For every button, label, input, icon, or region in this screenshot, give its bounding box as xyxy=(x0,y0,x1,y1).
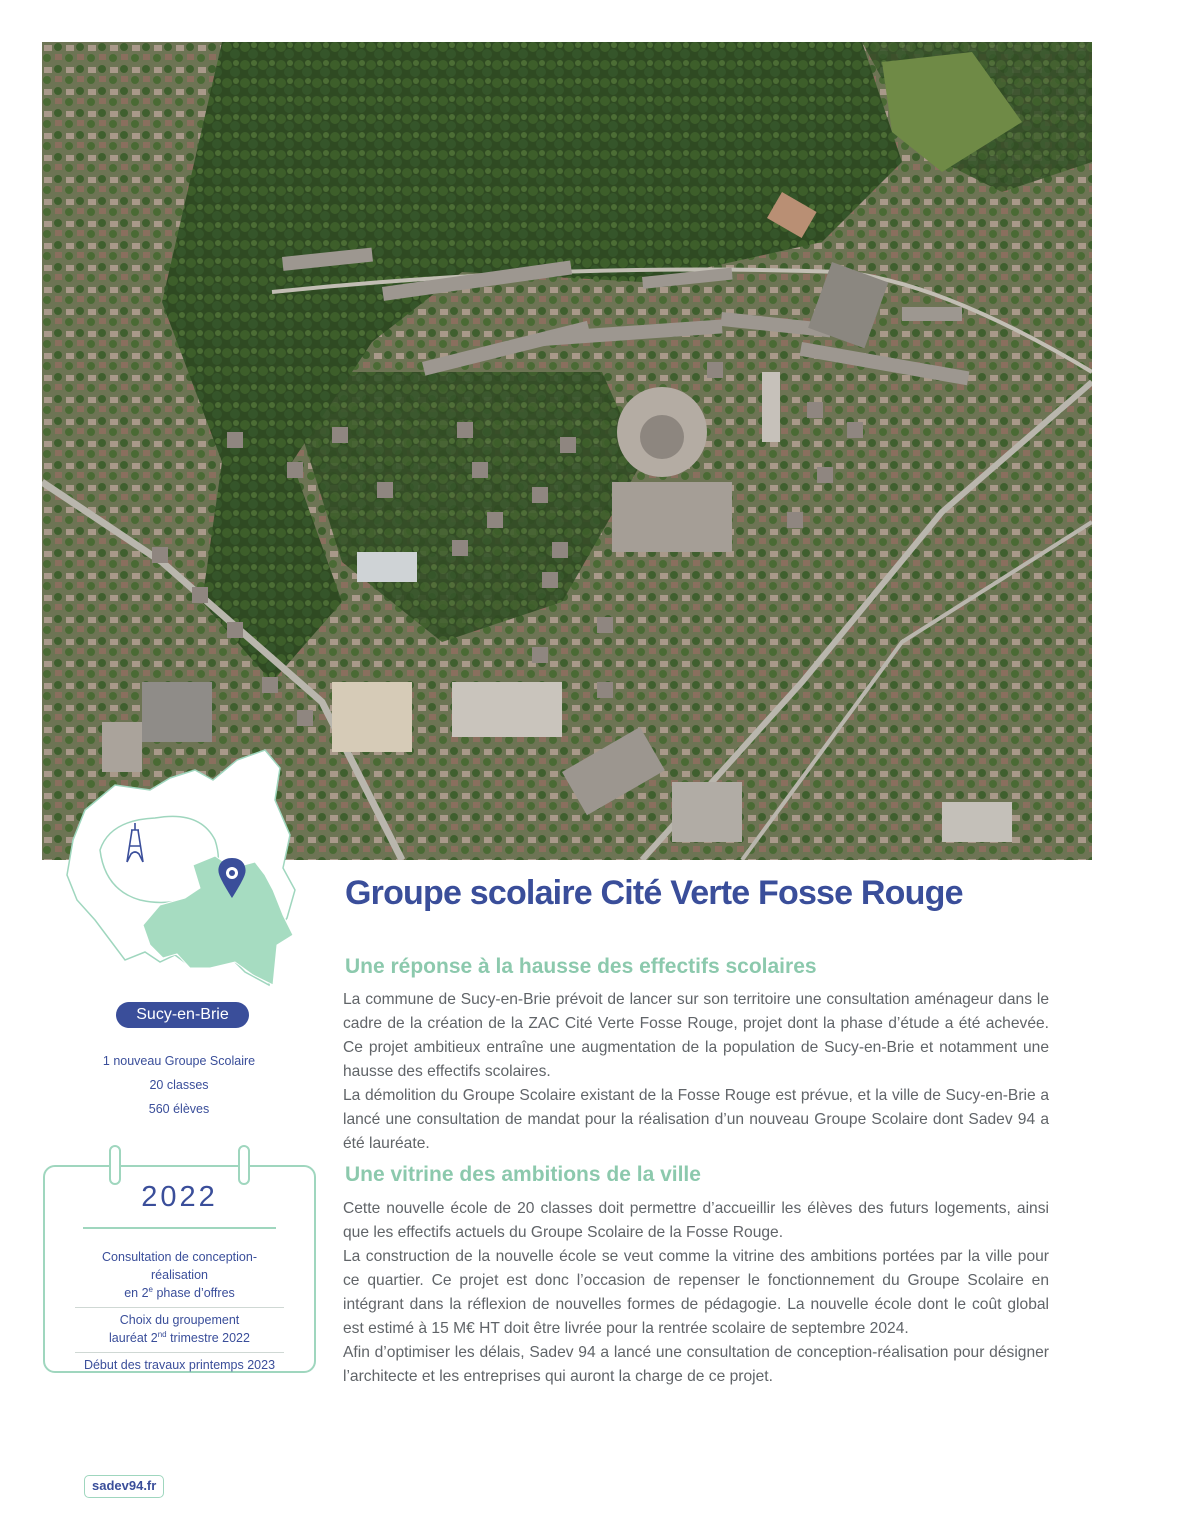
page-title: Groupe scolaire Cité Verte Fosse Rouge xyxy=(345,874,963,912)
milestone-consultation xyxy=(75,1245,284,1307)
milestone-text-part: phase d’offres xyxy=(153,1286,235,1300)
milestone-text: Début des travaux printemps 2023 xyxy=(83,1358,276,1372)
location-map xyxy=(55,740,305,990)
milestone-text-part: lauréat 2 xyxy=(109,1331,158,1345)
section-body-2 xyxy=(343,1197,1049,1389)
milestone-text xyxy=(75,1284,284,1302)
paragraph: La démolition du Groupe Scolaire existant de la Fosse Rouge est prévue, et la ville de Sucy-en-Brie a lancé une consultation de mandat pour la réalisation d’un nouveau Groupe Scolaire dont Sadev 94 a été lauréate. xyxy=(343,1087,1049,1152)
calendar-card xyxy=(43,1165,316,1373)
paragraph: La construction de la nouvelle école se veut comme la vitrine des ambitions portées par la ville pour ce quartier. Ce projet est donc l’occasion de repenser le fonctionnement du Groupe Scolaire en intégrant dans la réflexion de nouvelles formes de pédagogie. La nouvelle école dont le coût global est estimé à 15 M€ HT doit être livrée pour la rentrée scolaire de septembre 2024. xyxy=(343,1248,1049,1337)
calendar-milestones xyxy=(75,1245,284,1379)
section-heading-2: Une vitrine des ambitions de la ville xyxy=(345,1163,701,1186)
website-link[interactable]: sadev94.fr xyxy=(84,1475,164,1498)
calendar-divider xyxy=(83,1227,276,1229)
milestone-superscript: nd xyxy=(157,1329,167,1339)
section-body-1 xyxy=(343,988,1049,1156)
calendar-year: 2022 xyxy=(141,1181,218,1213)
stat-pupils: 560 élèves xyxy=(148,1102,210,1116)
milestone-text xyxy=(75,1329,284,1347)
calendar-ring-icon xyxy=(238,1145,250,1185)
milestone-text: Choix du groupement xyxy=(119,1313,240,1327)
aerial-photo xyxy=(42,42,1092,860)
milestone-selection xyxy=(75,1307,284,1352)
project-stats xyxy=(42,1049,316,1121)
stat-classes: 20 classes xyxy=(149,1078,209,1092)
paragraph: Cette nouvelle école de 20 classes doit permettre d’accueillir les élèves des futurs logements, ainsi que les effectifs actuels du Groupe Scolaire de la Fosse Rouge. xyxy=(343,1200,1049,1241)
milestone-text: Consultation de conception-réalisation xyxy=(102,1250,257,1282)
milestone-works xyxy=(75,1352,284,1379)
milestone-text-part: en 2 xyxy=(124,1286,149,1300)
paragraph: Afin d’optimiser les délais, Sadev 94 a lancé une consultation de conception-réalisation pour désigner l’architecte et les entreprises qui auront la charge de ce projet. xyxy=(343,1344,1049,1385)
paragraph: La commune de Sucy-en-Brie prévoit de lancer sur son territoire une consultation aménageur dans le cadre de la création de la ZAC Cité Verte Fosse Rouge, projet dont la phase d’étude a été achevée. Ce projet ambitieux entraîne une augmentation de la population de Sucy-en-Brie et notamment une hausse des effectifs scolaires. xyxy=(343,991,1049,1080)
region-map xyxy=(55,740,305,990)
aerial-photo-illustration xyxy=(42,42,1092,860)
section-heading-1: Une réponse à la hausse des effectifs scolaires xyxy=(345,955,817,978)
milestone-text-part: trimestre 2022 xyxy=(166,1331,250,1345)
milestone-superscript: e xyxy=(148,1284,153,1294)
city-badge: Sucy-en-Brie xyxy=(116,1002,249,1028)
stat-school: 1 nouveau Groupe Scolaire xyxy=(102,1054,256,1068)
calendar-ring-icon xyxy=(109,1145,121,1185)
